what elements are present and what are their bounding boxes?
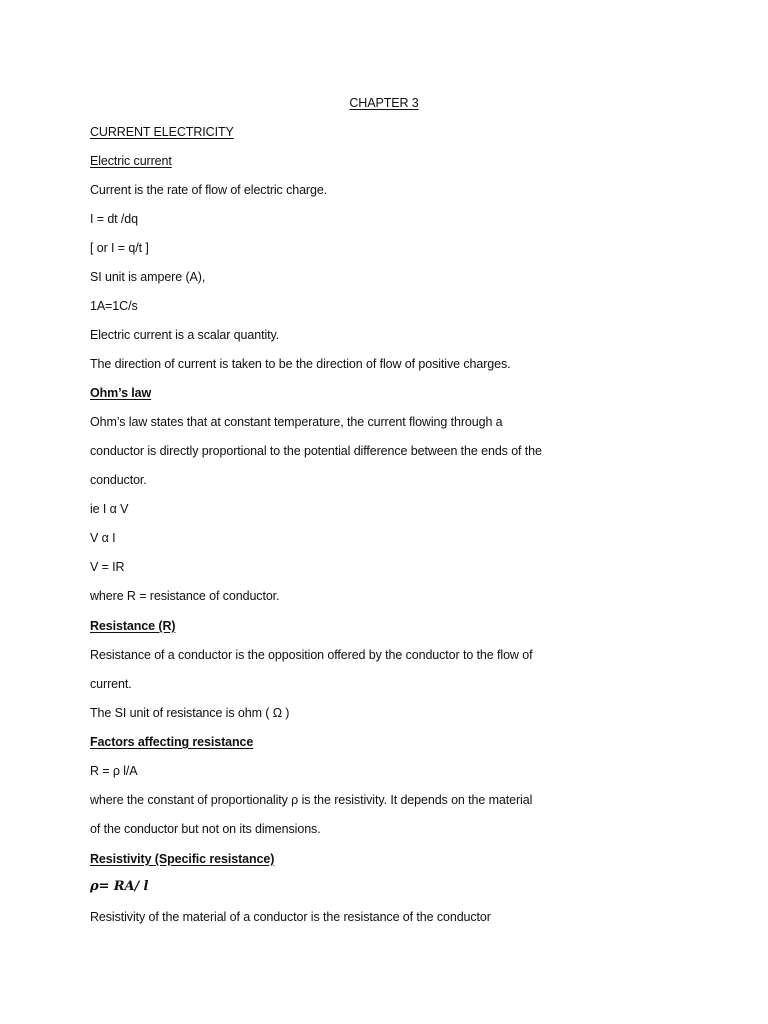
- text-line: Electric current is a scalar quantity.: [90, 328, 280, 342]
- equation-line: ie I α V: [90, 502, 129, 516]
- text-line: The direction of current is taken to be the direction of flow of positive charges.: [90, 357, 511, 371]
- text-line: current.: [90, 677, 132, 691]
- heading-resistivity: Resistivity (Specific resistance): [90, 852, 275, 866]
- equation-line: R = ρ l/A: [90, 764, 138, 778]
- text-line: Resistance of a conductor is the opposition offered by the conductor to the flow of: [90, 648, 533, 662]
- text-line: where R = resistance of conductor.: [90, 589, 280, 603]
- text-line: Ohm’s law states that at constant temperature, the current flowing through a: [90, 415, 503, 429]
- heading-resistance: Resistance (R): [90, 619, 176, 633]
- equation-line: 1A=1C/s: [90, 299, 138, 313]
- section-title: CURRENT ELECTRICITY: [90, 125, 234, 139]
- equation-line: I = dt /dq: [90, 212, 138, 226]
- text-line: Current is the rate of flow of electric charge.: [90, 183, 328, 197]
- text-line: Resistivity of the material of a conductor is the resistance of the conductor: [90, 910, 491, 924]
- text-line: The SI unit of resistance is ohm ( Ω ): [90, 706, 290, 720]
- text-line: where the constant of proportionality ρ is the resistivity. It depends on the material: [90, 793, 533, 807]
- equation-line: [ or I = q/t ]: [90, 241, 149, 255]
- text-line: conductor.: [90, 473, 147, 487]
- text-line: of the conductor but not on its dimensions.: [90, 822, 321, 836]
- heading-factors-affecting-resistance: Factors affecting resistance: [90, 735, 254, 749]
- heading-ohms-law: Ohm’s law: [90, 386, 152, 400]
- heading-electric-current: Electric current: [90, 154, 172, 168]
- equation-line: V = IR: [90, 560, 125, 574]
- equation-line: V α I: [90, 531, 116, 545]
- text-line: conductor is directly proportional to the potential difference between the ends of the: [90, 444, 542, 458]
- resistivity-formula: ρ= RA/ l: [90, 879, 149, 894]
- text-line: SI unit is ampere (A),: [90, 270, 206, 284]
- chapter-heading: CHAPTER 3: [349, 96, 419, 110]
